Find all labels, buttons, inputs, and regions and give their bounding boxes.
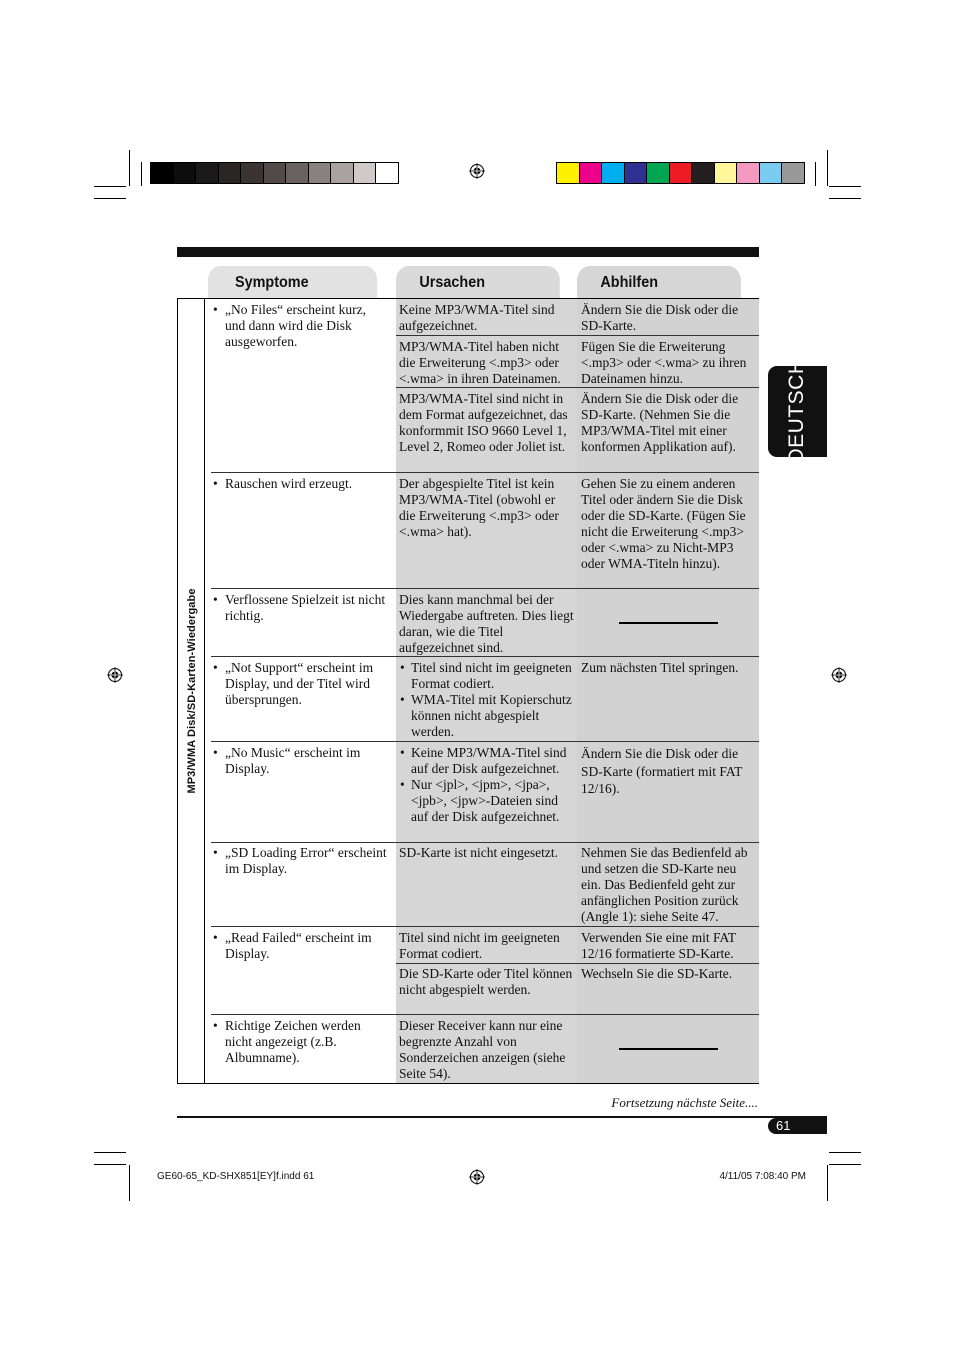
row-divider <box>396 963 759 964</box>
color-swatch <box>263 162 287 184</box>
color-swatch <box>240 162 264 184</box>
row-divider <box>211 472 759 473</box>
cause-no-files-2: MP3/WMA-Titel haben nicht die Erweiterung <.mp3> oder <.wma> in ihren Dateinamen. <box>399 339 561 386</box>
color-swatch <box>714 162 738 184</box>
registration-mark-icon <box>469 163 485 179</box>
continued-note: Fortsetzung nächste Seite.... <box>611 1095 758 1110</box>
row-divider <box>211 842 759 843</box>
registration-mark-icon <box>831 667 847 683</box>
file-slug: GE60-65_KD-SHX851[EY]f.indd 61 <box>157 1171 315 1182</box>
list-item: • WMA-Titel mit Kopierschutz können nicht abgespielt werden. <box>399 692 575 740</box>
color-swatch <box>150 162 174 184</box>
cause-no-files-3: MP3/WMA-Titel sind nicht in dem Format aufgezeichnet, das konformmit ISO 9660 Level 1, Level 2, Romeo oder Joliet ist. <box>399 391 568 454</box>
row-divider <box>211 926 759 927</box>
page-number: 61 <box>768 1118 827 1134</box>
color-swatch <box>195 162 219 184</box>
cause-no-music <box>399 745 575 825</box>
troubleshooting-table <box>177 298 759 1084</box>
remedy-read-failed-1: Verwenden Sie eine mit FAT 12/16 formatierte SD-Karte. <box>581 930 736 961</box>
cause-rauschen: Der abgespielte Titel ist kein MP3/WMA-Titel (obwohl er die Erweiterung <.mp3> oder <.wma> hat). <box>399 476 559 539</box>
row-divider <box>211 588 759 589</box>
cause-spielzeit: Dies kann manchmal bei der Wiedergabe auftreten. Dies liegt daran, wie die Titel aufgezeichnet sind. <box>399 592 574 655</box>
color-swatch <box>781 162 805 184</box>
remedy-sd-loading: Nehmen Sie das Bedienfeld ab und setzen die SD-Karte neu ein. Das Bedienfeld geht zur anfänglichen Position zurück (Angle 1): siehe Seite 47. <box>581 845 748 924</box>
column-header-ursachen: Ursachen <box>396 266 560 298</box>
cause-read-failed-2: Die SD-Karte oder Titel können nicht abgespielt werden. <box>399 966 573 997</box>
row-divider <box>396 335 759 336</box>
row-divider <box>396 387 759 388</box>
color-swatch <box>579 162 603 184</box>
color-swatch <box>669 162 693 184</box>
color-swatch <box>601 162 625 184</box>
color-swatch <box>556 162 580 184</box>
color-swatch <box>375 162 399 184</box>
footer-rule <box>177 1116 827 1118</box>
column-header-symptome: Symptome <box>208 266 377 298</box>
language-tab-label: DEUTSCH <box>785 358 808 464</box>
no-remedy-dash <box>619 622 718 624</box>
remedy-rauschen: Gehen Sie zu einem anderen Titel oder ändern Sie die Disk oder die SD-Karte. (Fügen Sie nicht die Erweiterung <.mp3> oder <.wma> zu Nicht-MP3 oder WMA-Titeln hinzu). <box>581 476 746 571</box>
symptom-zeichen: • Richtige Zeichen werden nicht angezeigt (z.B. Albumname). <box>213 1018 389 1066</box>
column-header-abhilfen: Abhilfen <box>577 266 741 298</box>
registration-mark-icon <box>469 1169 485 1185</box>
print-timestamp: 4/11/05 7:08:40 PM <box>719 1171 806 1182</box>
cause-zeichen: Dieser Receiver kann nur eine begrenzte Anzahl von Sonderzeichen anzeigen (siehe Seite 54). <box>399 1018 566 1081</box>
section-label: MP3/WMA Disk/SD-Karten-Wiedergabe <box>186 588 198 794</box>
remedy-not-support: Zum nächsten Titel springen. <box>581 660 739 675</box>
symptom-spielzeit: • Verflossene Spielzeit ist nicht richtig. <box>213 592 389 624</box>
cause-no-files-1: Keine MP3/WMA-Titel sind aufgezeichnet. <box>399 302 555 333</box>
header-rule <box>177 247 759 257</box>
symptom-sd-loading: • „SD Loading Error“ erscheint im Display. <box>213 845 389 877</box>
remedy-read-failed-2: Wechseln Sie die SD-Karte. <box>581 966 733 981</box>
symptom-no-music: • „No Music“ erscheint im Display. <box>213 745 389 777</box>
language-tab <box>768 358 827 464</box>
row-divider <box>211 741 759 742</box>
list-item: • Keine MP3/WMA-Titel sind auf der Disk aufgezeichnet. <box>399 745 575 777</box>
list-item: • Titel sind nicht im geeigneten Format codiert. <box>399 660 575 692</box>
color-swatch <box>218 162 242 184</box>
remedy-no-files-1: Ändern Sie die Disk oder die SD-Karte. <box>581 302 739 333</box>
color-swatch <box>691 162 715 184</box>
symptom-rauschen: • Rauschen wird erzeugt. <box>213 476 389 492</box>
color-swatch <box>759 162 783 184</box>
color-swatch <box>353 162 377 184</box>
symptom-no-files: • „No Files“ erscheint kurz, und dann wird die Disk ausgeworfen. <box>213 302 389 350</box>
color-swatch <box>330 162 354 184</box>
symptom-not-support: • „Not Support“ erscheint im Display, und der Titel wird übersprungen. <box>213 660 389 708</box>
cause-sd-loading: SD-Karte ist nicht eingesetzt. <box>399 845 558 860</box>
row-divider <box>211 656 759 657</box>
cause-read-failed-1: Titel sind nicht im geeigneten Format codiert. <box>399 930 560 961</box>
cause-not-support <box>399 660 575 740</box>
list-item: • Nur <jpl>, <jpm>, <jpa>, <jpb>, <jpw>-Dateien sind auf der Disk aufgezeichnet. <box>399 777 575 825</box>
color-swatch <box>308 162 332 184</box>
color-swatch <box>285 162 309 184</box>
color-swatch <box>646 162 670 184</box>
section-side-label <box>177 299 205 1083</box>
symptom-read-failed: • „Read Failed“ erscheint im Display. <box>213 930 389 962</box>
remedy-no-music: Ändern Sie die Disk oder die SD-Karte (formatiert mit FAT 12/16). <box>581 746 743 796</box>
color-swatch <box>173 162 197 184</box>
no-remedy-dash <box>619 1048 718 1050</box>
remedy-no-files-3: Ändern Sie die Disk oder die SD-Karte. (Nehmen Sie die MP3/WMA-Titel mit einer konformen Applikation auf). <box>581 391 739 454</box>
row-divider <box>211 1014 759 1015</box>
color-swatch <box>624 162 648 184</box>
color-swatch <box>736 162 760 184</box>
remedy-no-files-2: Fügen Sie die Erweiterung <.mp3> oder <.wma> zu ihren Dateinamen hinzu. <box>581 339 747 386</box>
registration-mark-icon <box>107 667 123 683</box>
